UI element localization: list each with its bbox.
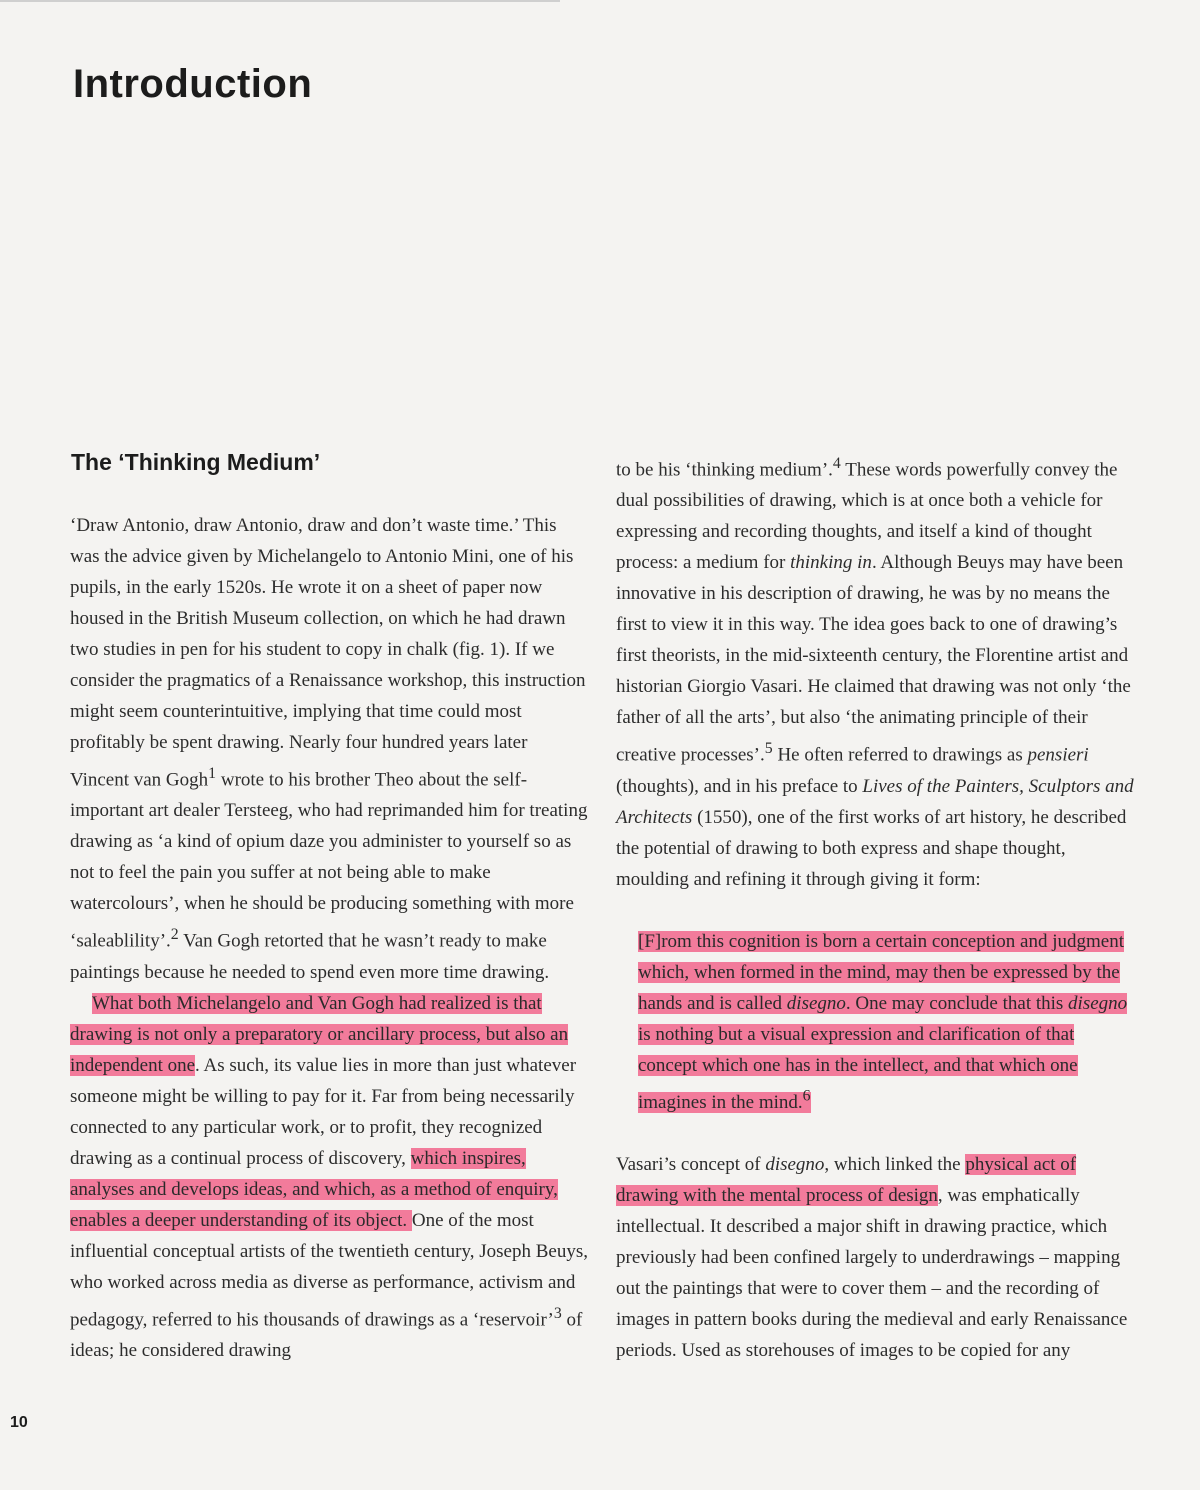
paragraph-3: to be his ‘thinking medium’.$^4$ These words powerfully convey the dual possibilities of drawing, which is at once both a vehicle for expressing and recording thoughts, and itself a kind of thought process: a medium for thinking in. Although Beuys may have been innovative in his description of drawing, he was by no means the first to view it in this way. The idea goes back to one of drawing’s first theorists, in the mid-sixteenth century, the Florentine artist and historian Giorgio Vasari. He claimed that drawing was not only ‘the father of all the arts’, but also ‘the animating principle of their creative processes’.$^5$ He often referred to drawings as pensieri (thoughts), and in his preface to Lives of the Painters, Sculptors and Architects (1550), one of the first works of art history, he described the potential of drawing to both express and shape thought, moulding and refining it through giving it form: <box>616 455 1134 890</box>
footnote-ref-6[interactable]: 6 <box>802 1087 811 1105</box>
left-column <box>70 510 588 1366</box>
chapter-title: Introduction <box>73 62 313 106</box>
footnote-ref-5[interactable]: 5 <box>764 740 773 758</box>
block-quote <box>616 926 1134 1118</box>
paragraph-2: What both Michelangelo and Van Gogh had realized is that drawing is not only a preparatory or ancillary process, but also an independent one. As such, its value lies in more than just whatever someone might be willing to pay for it. Far from being necessarily connected to any particular work, or to profit, they recognized drawing as a continual process of discovery, which inspires, analyses and develops ideas, and which, as a method of enquiry, enables a deeper understanding of its object. One of the most influential conceptual artists of the twentieth century, Joseph Beuys, who worked across media as diverse as performance, activism and pedagogy, referred to his thousands of drawings as a ‘reservoir’$^3$ of ideas; he considered drawing <box>70 992 588 1361</box>
right-column <box>616 448 1134 1366</box>
footnote-ref-3[interactable]: 3 <box>553 1304 562 1322</box>
paragraph-4: Vasari’s concept of disegno, which linked the physical act of drawing with the mental process of design, was emphatically intellectual. It described a major shift in drawing practice, which previously had been confined largely to underdrawings – mapping out the paintings that were to cover them – and the recording of images in pattern books during the medieval and early Renaissance periods. Used as storehouses of images to be copied for any <box>616 1153 1128 1361</box>
page-number: 10 <box>10 1414 28 1431</box>
footnote-ref-2[interactable]: 2 <box>170 926 179 944</box>
footnote-ref-1[interactable]: 1 <box>208 765 217 782</box>
highlight-1: What both Michelangelo and Van Gogh had realized is that drawing is not only a preparatory or ancillary process, but also an independent one <box>70 992 569 1076</box>
highlight-3: [F]rom this cognition is born a certain conception and judgment which, when formed in the mind, may then be expressed by the hands and is called disegno. One may conclude that this disegno is nothing but a visual expression and clarification of that concept which one has in the intellect, and that which one imagines in the mind.$^6$ <box>638 930 1128 1113</box>
top-rule <box>0 0 560 2</box>
section-heading: The ‘Thinking Medium’ <box>71 449 321 475</box>
highlight-4: physical act of drawing with the mental process of design <box>616 1153 1077 1206</box>
footnote-ref-4[interactable]: 4 <box>832 455 841 472</box>
paragraph-1: ‘Draw Antonio, draw Antonio, draw and don’t waste time.’ This was the advice given by Michelangelo to Antonio Mini, one of his pupils, in the early 1520s. He wrote it on a sheet of paper now housed in the British Museum collection, on which he had drawn two studies in pen for his student to copy in chalk (fig. 1). If we consider the pragmatics of a Renaissance workshop, this instruction might seem counterintuitive, implying that time could most profitably be spent drawing. Nearly four hundred years later Vincent van Gogh$^1$ wrote to his brother Theo about the self-important art dealer Tersteeg, who had reprimanded him for treating drawing as ‘a kind of opium daze you administer to yourself so as not to feel the pain you suffer at not being able to make watercolours’, when he should be producing something with more ‘saleablility’.$^2$ Van Gogh retorted that he wasn’t ready to make paintings because he needed to spend even more time drawing. <box>70 515 588 983</box>
highlight-2: which inspires, analyses and develops ideas, and which, as a method of enquiry, enables a deeper understanding of its object. <box>70 1147 558 1231</box>
